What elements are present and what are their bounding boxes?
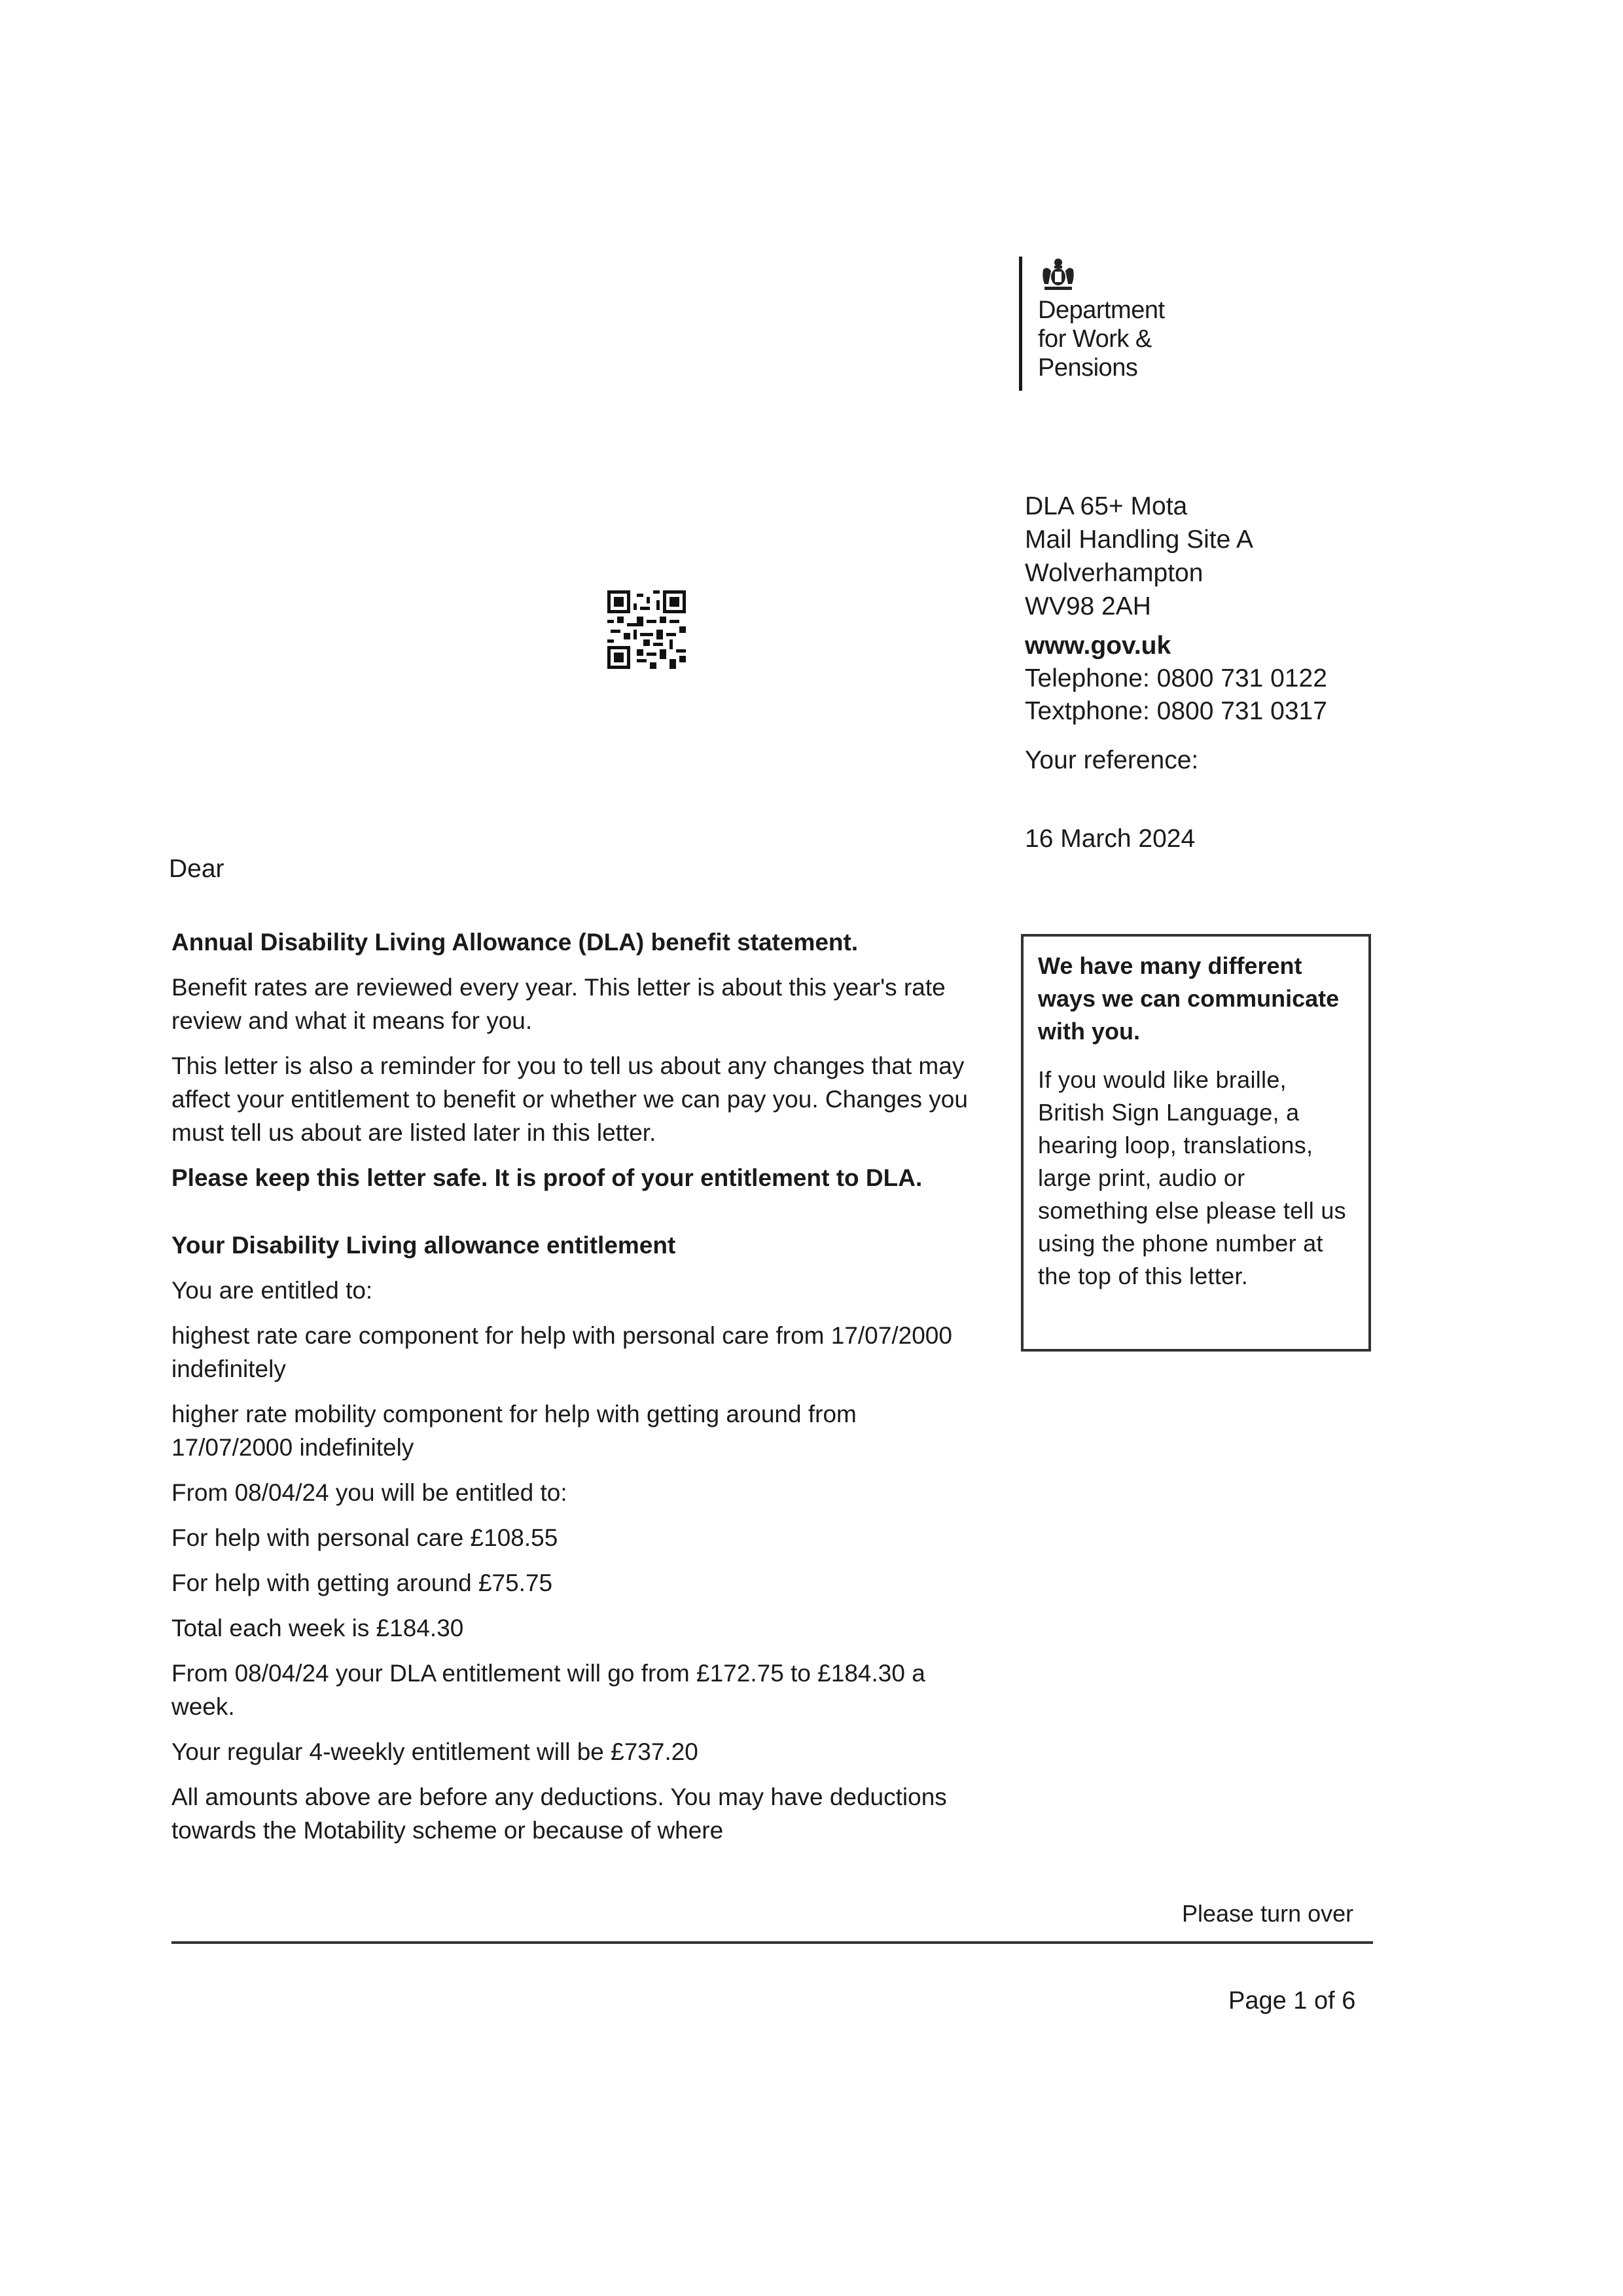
return-address [1025, 490, 1253, 623]
letter-title: Annual Disability Living Allowance (DLA) benefit statement. [171, 929, 859, 956]
box-heading: We have many different ways we can communicate with you. [1038, 952, 1340, 1045]
logo-line: for Work & [1038, 325, 1152, 353]
royal-coat-of-arms-icon [1038, 257, 1079, 292]
department-name [1038, 296, 1247, 382]
weekly-total: Total each week is £184.30 [171, 1615, 464, 1641]
address-line: WV98 2AH [1025, 592, 1151, 620]
qr-code-icon [607, 590, 686, 669]
dwp-logo [1019, 257, 1247, 391]
textphone-number: Textphone: 0800 731 0317 [1025, 697, 1327, 725]
deductions-note: All amounts above are before any deductions. You may have deductions towards the Motability scheme or because of where [171, 1784, 947, 1844]
logo-line: Department [1038, 296, 1165, 324]
communication-options-box [1021, 934, 1371, 1352]
entitlement-change: From 08/04/24 your DLA entitlement will go from £172.75 to £184.30 a week. [171, 1660, 925, 1720]
please-turn-over: Please turn over [1182, 1900, 1354, 1927]
letter-date: 16 March 2024 [1025, 825, 1196, 853]
footer-divider [171, 1941, 1373, 1944]
four-weekly-amount: Your regular 4-weekly entitlement will be £737.20 [171, 1738, 698, 1765]
getting-around-amount: For help with getting around £75.75 [171, 1570, 553, 1596]
telephone-number: Telephone: 0800 731 0122 [1025, 664, 1327, 692]
mobility-component: higher rate mobility component for help with getting around from 17/07/2000 indefinitely [171, 1401, 857, 1461]
keep-safe-notice: Please keep this letter safe. It is proof of your entitlement to DLA. [171, 1164, 923, 1191]
address-line: Mail Handling Site A [1025, 526, 1254, 554]
logo-line: Pensions [1038, 354, 1138, 382]
page-number: Page 1 of 6 [1228, 1987, 1356, 2015]
address-line: Wolverhampton [1025, 559, 1204, 587]
section-heading: Your Disability Living allowance entitlement [171, 1232, 676, 1259]
paragraph: From 08/04/24 you will be entitled to: [171, 1479, 567, 1506]
address-line: DLA 65+ Mota [1025, 492, 1188, 520]
personal-care-amount: For help with personal care £108.55 [171, 1524, 558, 1551]
paragraph: This letter is also a reminder for you to tell us about any changes that may affect your entitlement to benefit or whether we can pay you. Changes you must tell us about are listed later in this letter. [171, 1052, 968, 1146]
box-body: If you would like braille, British Sign Language, a hearing loop, translations, large print, audio or something else please tell us using the phone number at the top of this letter. [1038, 1066, 1346, 1289]
paragraph: Benefit rates are reviewed every year. This letter is about this year's rate review and what it means for you. [171, 974, 946, 1034]
contact-details [1025, 630, 1327, 728]
paragraph: You are entitled to: [171, 1277, 373, 1304]
letter-body [171, 925, 983, 1859]
website-link[interactable]: www.gov.uk [1025, 632, 1171, 660]
salutation: Dear [169, 855, 224, 883]
your-reference-label: Your reference: [1025, 746, 1199, 774]
care-component: highest rate care component for help with personal care from 17/07/2000 indefinitely [171, 1322, 952, 1382]
